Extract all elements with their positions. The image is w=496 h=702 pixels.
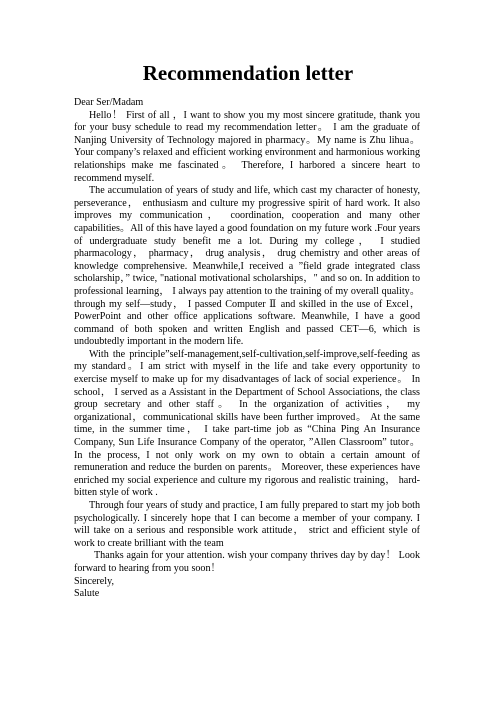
paragraph-introduction: Hello！ First of all ，I want to show you my most sincere gratitude, thank you for your busy schedule to read my recommendation letter。 I am the graduate of Nanjing University of Technology majored in pharmacy。My name is Zhu lihua。 Your company’s relaxed and efficient working environment and harmonious working relationships make me fascinated。 Therefore, I harbored a sincere heart to recommend myself. xyxy=(74,109,420,184)
paragraph-aspiration: Through four years of study and practice, I am fully prepared to start my job both psychologically. I sincerely hope that I can become a member of your company. I will take on a serious and responsible work attitude， strict and efficient style of work to create brilliant with the team xyxy=(74,500,420,549)
salutation: Dear Ser/Madam xyxy=(74,97,144,108)
signoff: Salute xyxy=(74,588,100,600)
letter-title: Recommendation letter xyxy=(142,61,354,85)
paragraph-education: The accumulation of years of study and life, which cast my character of honesty, perseverance， enthusiasm and culture my progressive spirit of hard work. It also improves my communication， coordination, cooperation and many other capabilities。All of this have layed a good foundation on my future work .Four years of undergraduate study benefit me a lot. During my college， I studied pharmacology， pharmacy， drug analysis， drug chemistry and other areas of knowledge comprehensive. Meanwhile,I received a ”field grade integrated class scholarship，” twice, "national motivational scholarships，" and so on. In addition to professional learning， I always pay attention to the training of my overall quality。through my self—study， I passed Computer Ⅱ and skilled in the use of Excel，PowerPoint and other office applications software. Meanwhile, I have a good command of both spoken and written English and passed CET—6, which is undoubtedly important in the modern life. xyxy=(74,185,420,348)
closing: Sincerely, xyxy=(74,575,114,587)
paragraph-thanks: Thanks again for your attention. wish your company thrives day by day！ Look forward to hearing from you soon！ xyxy=(74,550,420,574)
letter-body xyxy=(74,97,420,601)
paragraph-experience: With the principle”self-management,self-cultivation,self-improve,self-feeding as my standard。I am strict with myself in the life and take every opportunity to exercise myself to make up for my disadvantages of lack of social experience。 In school， I served as a Assistant in the Department of School Associations, the class group secretary and other staff。 In the organization of activities， my organizational，communicational skills have been further improved。 At the same time, in the summer time， I take part-time job as “China Ping An Insurance Company, Sun Life Insurance Company of the operator, ”Allen Classroom” tutor。 In the process, I not only work on my own to obtain a certain amount of remuneration and reduce the burden on parents。 Moreover, these experiences have enriched my social experience and culture my rigorous and realistic training， hard-bitten style of work . xyxy=(74,348,420,499)
